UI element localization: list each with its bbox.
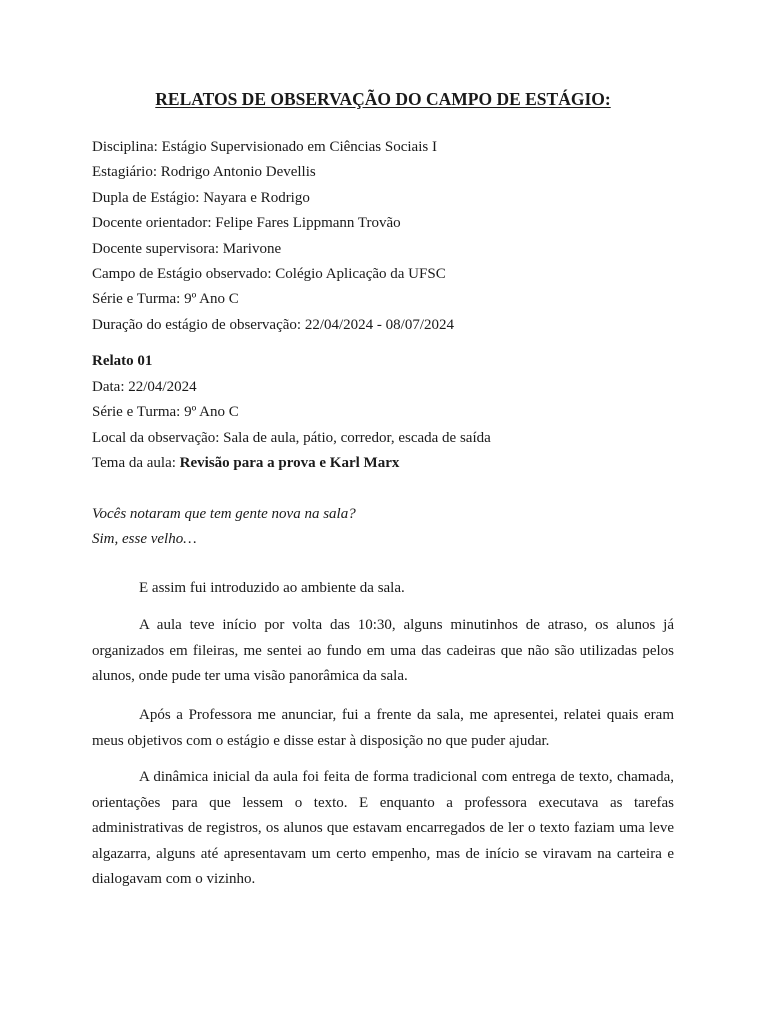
- paragraph-inicio-aula: A aula teve início por volta das 10:30, alguns minutinhos de atraso, os alunos já organizados em fileiras, me sentei ao fundo em uma das cadeiras que não são utilizadas pelos alunos, onde pude ter uma visão panorâmica da sala.: [92, 617, 674, 684]
- header-line-dupla: Dupla de Estágio: Nayara e Rodrigo: [92, 190, 310, 206]
- relato-date: Data: 22/04/2024: [92, 379, 197, 395]
- header-line-duracao: Duração do estágio de observação: 22/04/2024 - 08/07/2024: [92, 317, 454, 333]
- header-line-docente-supervisora: Docente supervisora: Marivone: [92, 241, 282, 257]
- header-line-disciplina: Disciplina: Estágio Supervisionado em Ciências Sociais I: [92, 139, 437, 155]
- header-line-serie: Série e Turma: 9º Ano C: [92, 291, 239, 307]
- relato-serie: Série e Turma: 9º Ano C: [92, 404, 239, 420]
- relato-heading: Relato 01: [92, 353, 153, 369]
- paragraph-apresentacao: Após a Professora me anunciar, fui a frente da sala, me apresentei, relatei quais eram meus objetivos com o estágio e disse estar à disposição no que puder ajudar.: [92, 707, 674, 749]
- dialogue-line-question: Vocês notaram que tem gente nova na sala?: [92, 506, 356, 522]
- relato-local: Local da observação: Sala de aula, pátio, corredor, escada de saída: [92, 430, 491, 446]
- relato-tema-value: Revisão para a prova e Karl Marx: [179, 455, 400, 471]
- document-title: RELATOS DE OBSERVAÇÃO DO CAMPO DE ESTÁGIO:: [155, 89, 611, 109]
- header-line-estagiario: Estagiário: Rodrigo Antonio Devellis: [92, 164, 316, 180]
- relato-tema-label: Tema da aula:: [92, 455, 180, 471]
- header-line-docente-orientador: Docente orientador: Felipe Fares Lippmann Trovão: [92, 215, 401, 231]
- dialogue-line-answer: Sim, esse velho…: [92, 531, 197, 547]
- paragraph-intro: E assim fui introduzido ao ambiente da sala.: [139, 580, 405, 596]
- paragraph-dinamica: A dinâmica inicial da aula foi feita de forma tradicional com entrega de texto, chamada, orientações para que lessem o texto. E enquanto a professora executava as tarefas administrativas de registros, os alunos que estavam encarregados de ler o texto faziam uma leve algazarra, alguns até apresentavam um certo empenho, mas de início se viravam na carteira e dialogavam com o vizinho.: [92, 769, 674, 887]
- relato-tema: [92, 453, 399, 473]
- header-line-campo: Campo de Estágio observado: Colégio Aplicação da UFSC: [92, 266, 446, 282]
